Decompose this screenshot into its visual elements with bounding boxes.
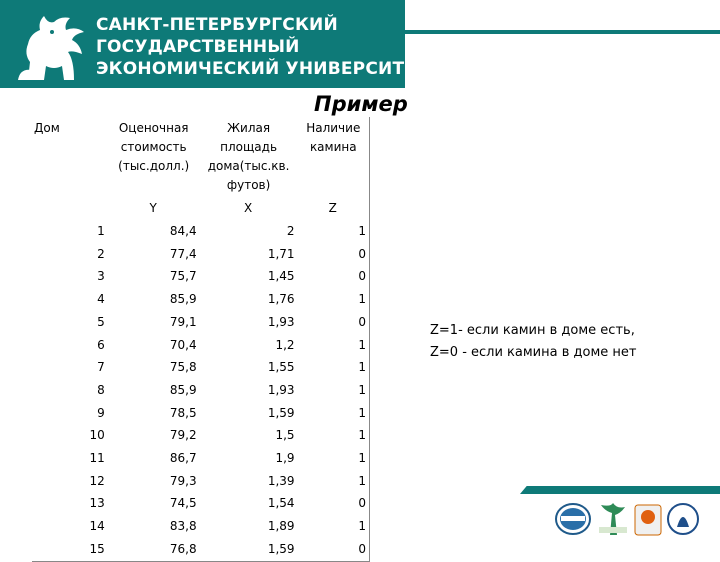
- row-house-number: 11: [89, 451, 105, 466]
- table-row: [32, 311, 370, 334]
- table-row: [32, 379, 370, 402]
- row-fireplace: 1: [358, 292, 366, 307]
- row-house-number: 13: [89, 496, 105, 511]
- row-fireplace: 1: [358, 405, 366, 420]
- table-row: [32, 243, 370, 266]
- row-area: 1,45: [267, 269, 295, 284]
- axis-label-row: [32, 197, 370, 220]
- row-house-number: 6: [97, 337, 105, 352]
- row-house-number: 10: [89, 428, 105, 443]
- partner-badge-icon: [556, 504, 590, 534]
- row-area: 1,54: [267, 496, 295, 511]
- row-price: 75,8: [169, 360, 197, 375]
- row-price: 78,5: [169, 405, 197, 420]
- row-house-number: 12: [89, 473, 105, 488]
- table-row: [32, 356, 370, 379]
- footer-badges: [555, 501, 715, 537]
- footer-accent-bar: [520, 486, 720, 494]
- row-fireplace: 0: [358, 246, 366, 261]
- table-header-row: [32, 117, 370, 197]
- row-fireplace: 1: [358, 428, 366, 443]
- slide-title: Пример: [314, 92, 408, 116]
- row-area: 2: [286, 224, 295, 238]
- table-row: [32, 402, 370, 425]
- row-house-number: 2: [97, 246, 105, 261]
- row-area: 1,93: [267, 314, 295, 329]
- row-area: 1,59: [267, 405, 295, 420]
- axis-label: [32, 197, 108, 220]
- tree-badge-icon: [599, 503, 627, 535]
- axis-label-x: X: [243, 201, 253, 216]
- axis-label-y: Y: [149, 201, 157, 216]
- seal-badge-icon: [668, 504, 698, 534]
- row-area: 1,71: [267, 246, 295, 261]
- row-fireplace: 1: [358, 337, 366, 352]
- table-row: [32, 424, 370, 447]
- row-price: 77,4: [169, 246, 197, 261]
- row-fireplace: 0: [358, 496, 366, 511]
- university-name-line: ГОСУДАРСТВЕННЫЙ: [96, 37, 300, 57]
- row-area: 1,5: [275, 428, 295, 443]
- university-name: [96, 14, 428, 80]
- table-row: [32, 447, 370, 470]
- axis-label-z: Z: [328, 201, 337, 216]
- table-row: [32, 515, 370, 538]
- row-area: 1,76: [267, 292, 295, 307]
- table-row: [32, 492, 370, 515]
- row-fireplace: 1: [358, 473, 366, 488]
- table-row: [32, 538, 370, 561]
- row-house-number: 5: [97, 314, 105, 329]
- row-area: 1,93: [267, 382, 295, 397]
- header-extension: [405, 22, 720, 64]
- row-area: 1,2: [275, 337, 295, 352]
- row-fireplace: 1: [358, 451, 366, 466]
- row-price: 74,5: [169, 496, 197, 511]
- variable-note: [430, 320, 636, 364]
- row-price: 84,4: [169, 224, 197, 238]
- university-name-line: ЭКОНОМИЧЕСКИЙ УНИВЕРСИТЕТ: [96, 59, 428, 79]
- header-cell-price: Оценочная стоимость (тыс.долл.): [118, 121, 190, 173]
- row-fireplace: 1: [358, 382, 366, 397]
- row-house-number: 8: [97, 382, 105, 397]
- table-row: [32, 220, 370, 243]
- row-price: 70,4: [169, 337, 197, 352]
- row-area: 1,39: [267, 473, 295, 488]
- row-price: 79,1: [169, 314, 197, 329]
- row-price: 79,3: [169, 473, 197, 488]
- header-cell-area: Жилая площадь дома(тыс.кв. футов): [207, 121, 290, 192]
- row-house-number: 14: [89, 519, 105, 534]
- note-line: Z=1- если камин в доме есть,: [430, 323, 635, 338]
- table-row: [32, 265, 370, 288]
- header-cell-house: Дом: [34, 121, 60, 135]
- row-fireplace: 0: [358, 314, 366, 329]
- row-area: 1,9: [275, 451, 295, 466]
- row-area: 1,89: [267, 519, 295, 534]
- row-area: 1,59: [267, 541, 295, 556]
- row-price: 85,9: [169, 382, 197, 397]
- table-row: [32, 288, 370, 311]
- emblem-badge-icon: [635, 505, 661, 535]
- row-house-number: 1: [97, 224, 105, 238]
- header-cell-fireplace: Наличие камина: [306, 121, 361, 154]
- row-house-number: 3: [97, 269, 105, 284]
- row-house-number: 7: [97, 360, 105, 375]
- row-fireplace: 0: [358, 269, 366, 284]
- row-price: 83,8: [169, 519, 197, 534]
- university-name-line: САНКТ-ПЕТЕРБУРГСКИЙ: [96, 15, 338, 35]
- griffin-logo-icon: [14, 10, 90, 82]
- row-fireplace: 1: [358, 519, 366, 534]
- row-price: 75,7: [169, 269, 197, 284]
- table-row: [32, 470, 370, 493]
- table-row: [32, 334, 370, 357]
- row-price: 86,7: [169, 451, 197, 466]
- row-price: 79,2: [169, 428, 197, 443]
- row-price: 85,9: [169, 292, 197, 307]
- row-house-number: 9: [97, 405, 105, 420]
- row-fireplace: 1: [358, 224, 366, 238]
- row-area: 1,55: [267, 360, 295, 375]
- row-price: 76,8: [169, 541, 197, 556]
- row-fireplace: 1: [358, 360, 366, 375]
- row-fireplace: 0: [358, 541, 366, 556]
- row-house-number: 4: [97, 292, 105, 307]
- row-house-number: 15: [89, 541, 105, 556]
- data-table: [32, 117, 370, 562]
- note-line: Z=0 - если камина в доме нет: [430, 345, 637, 360]
